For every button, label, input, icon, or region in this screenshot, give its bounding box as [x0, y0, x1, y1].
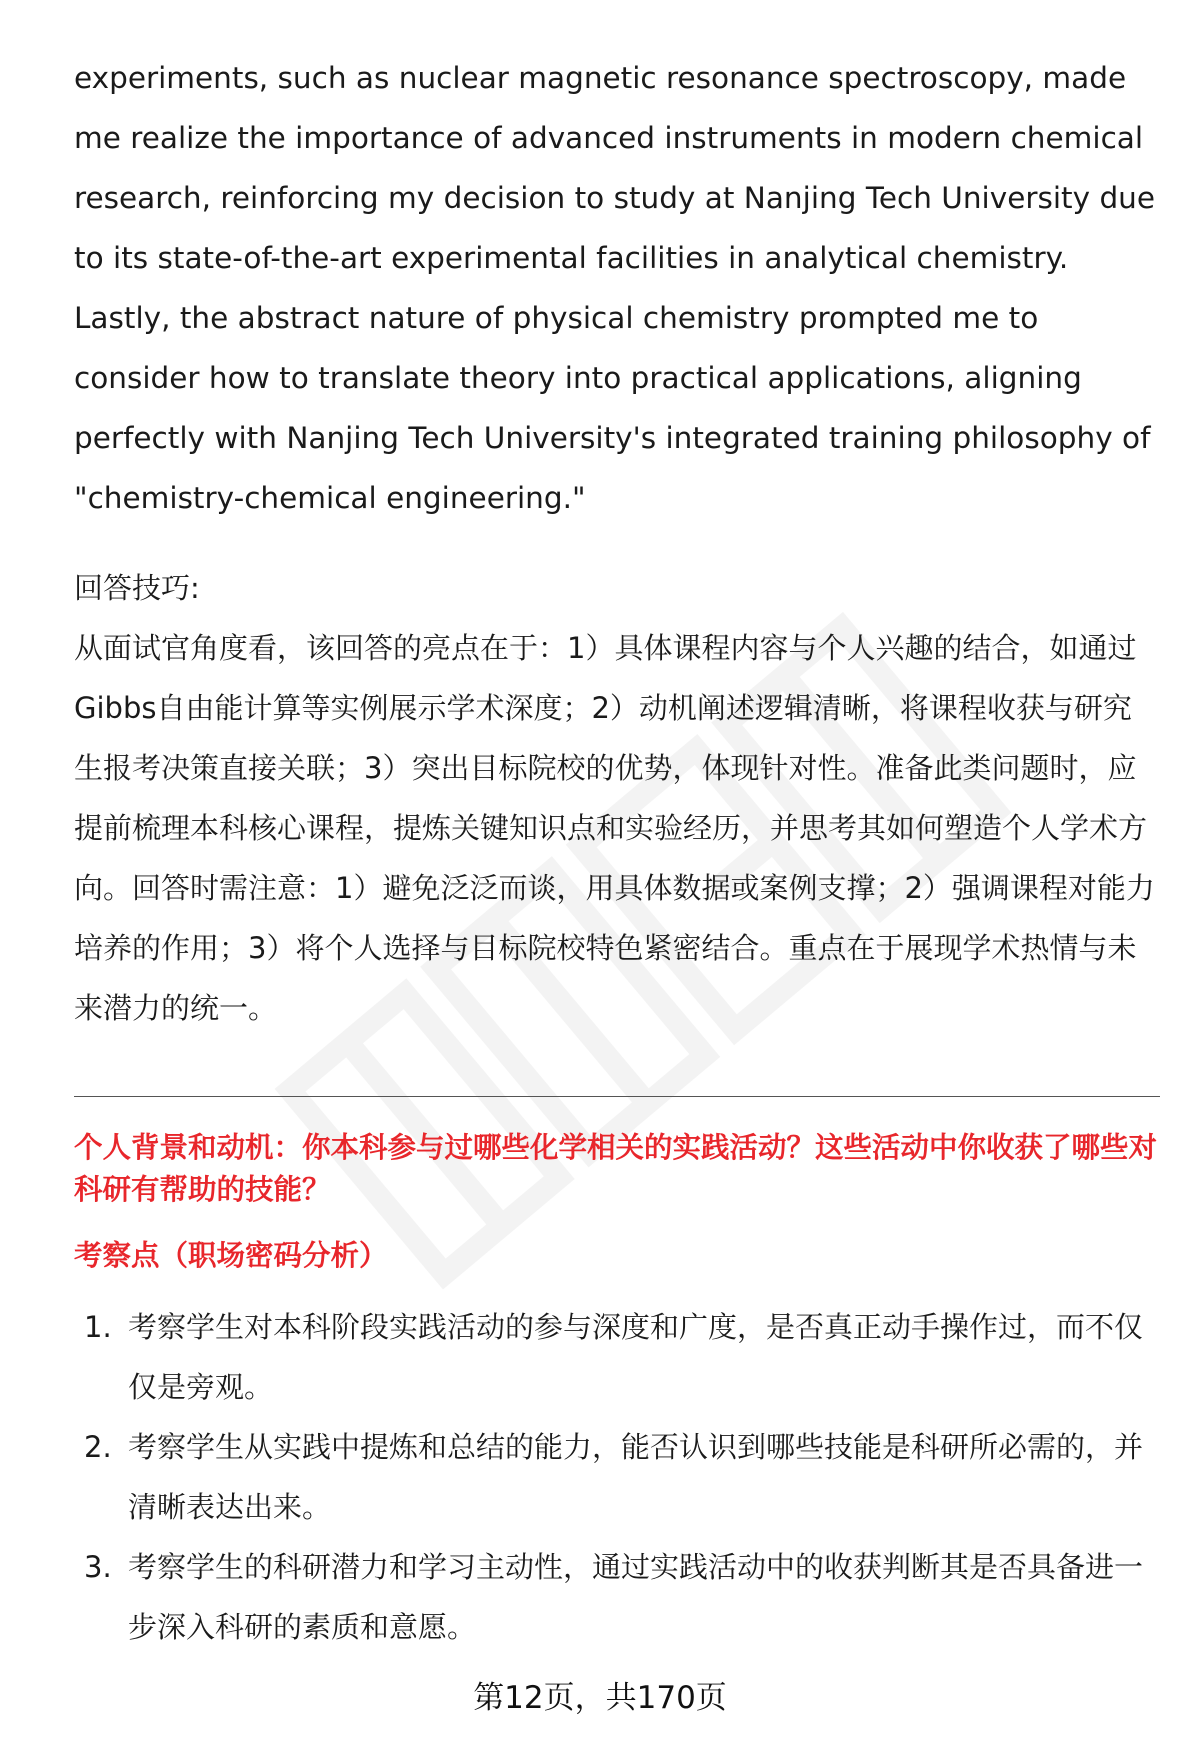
- list-item-number: 2.: [84, 1430, 112, 1464]
- list-item: [74, 1297, 1160, 1417]
- list-item: [74, 1417, 1160, 1537]
- list-item: [74, 1537, 1160, 1657]
- tips-body: 从面试官角度看，该回答的亮点在于：1）具体课程内容与个人兴趣的结合，如通过Gibbs自由能计算等实例展示学术深度；2）动机阐述逻辑清晰，将课程收获与研究生报考决策直接关联；3）突出目标院校的优势，体现针对性。准备此类问题时，应提前梳理本科核心课程，提炼关键知识点和实验经历，并思考其如何塑造个人学术方向。回答时需注意：1）避免泛泛而谈，用具体数据或案例支撑；2）强调课程对能力培养的作用；3）将个人选择与目标院校特色紧密结合。重点在于展现学术热情与未来潜力的统一。: [74, 631, 1155, 1025]
- section-title: 考察点（职场密码分析）: [74, 1239, 388, 1272]
- list-item-text: 考察学生对本科阶段实践活动的参与深度和广度，是否真正动手操作过，而不仅仅是旁观。: [128, 1310, 1144, 1404]
- list-item-number: 3.: [84, 1550, 112, 1584]
- question-heading: 个人背景和动机：你本科参与过哪些化学相关的实践活动？这些活动中你收获了哪些对科研有帮助的技能？: [74, 1131, 1158, 1206]
- english-answer-paragraph: experiments, such as nuclear magnetic resonance spectroscopy, made me realize the importance of advanced instruments in modern chemical research, reinforcing my decision to study at Nanjing Tech University due to its state-of-the-art experimental facilities in analytical chemistry. Lastly, the abstract nature of physical chemistry prompted me to consider how to translate theory into practical applications, aligning perfectly with Nanjing Tech University's integrated training philosophy of "chemistry-chemical engineering.": [74, 61, 1156, 515]
- assessment-points-list: [74, 1297, 1160, 1657]
- list-item-number: 1.: [84, 1310, 112, 1344]
- list-item-text: 考察学生从实践中提炼和总结的能力，能否认识到哪些技能是科研所必需的，并清晰表达出来。: [128, 1430, 1144, 1524]
- page-number-footer: 第12页，共170页: [473, 1680, 727, 1716]
- tips-title: 回答技巧:: [74, 571, 200, 605]
- document-page: [74, 48, 1160, 1657]
- list-item-text: 考察学生的科研潜力和学习主动性，通过实践活动中的收获判断其是否具备进一步深入科研的素质和意愿。: [128, 1550, 1144, 1644]
- section-divider: [74, 1096, 1160, 1097]
